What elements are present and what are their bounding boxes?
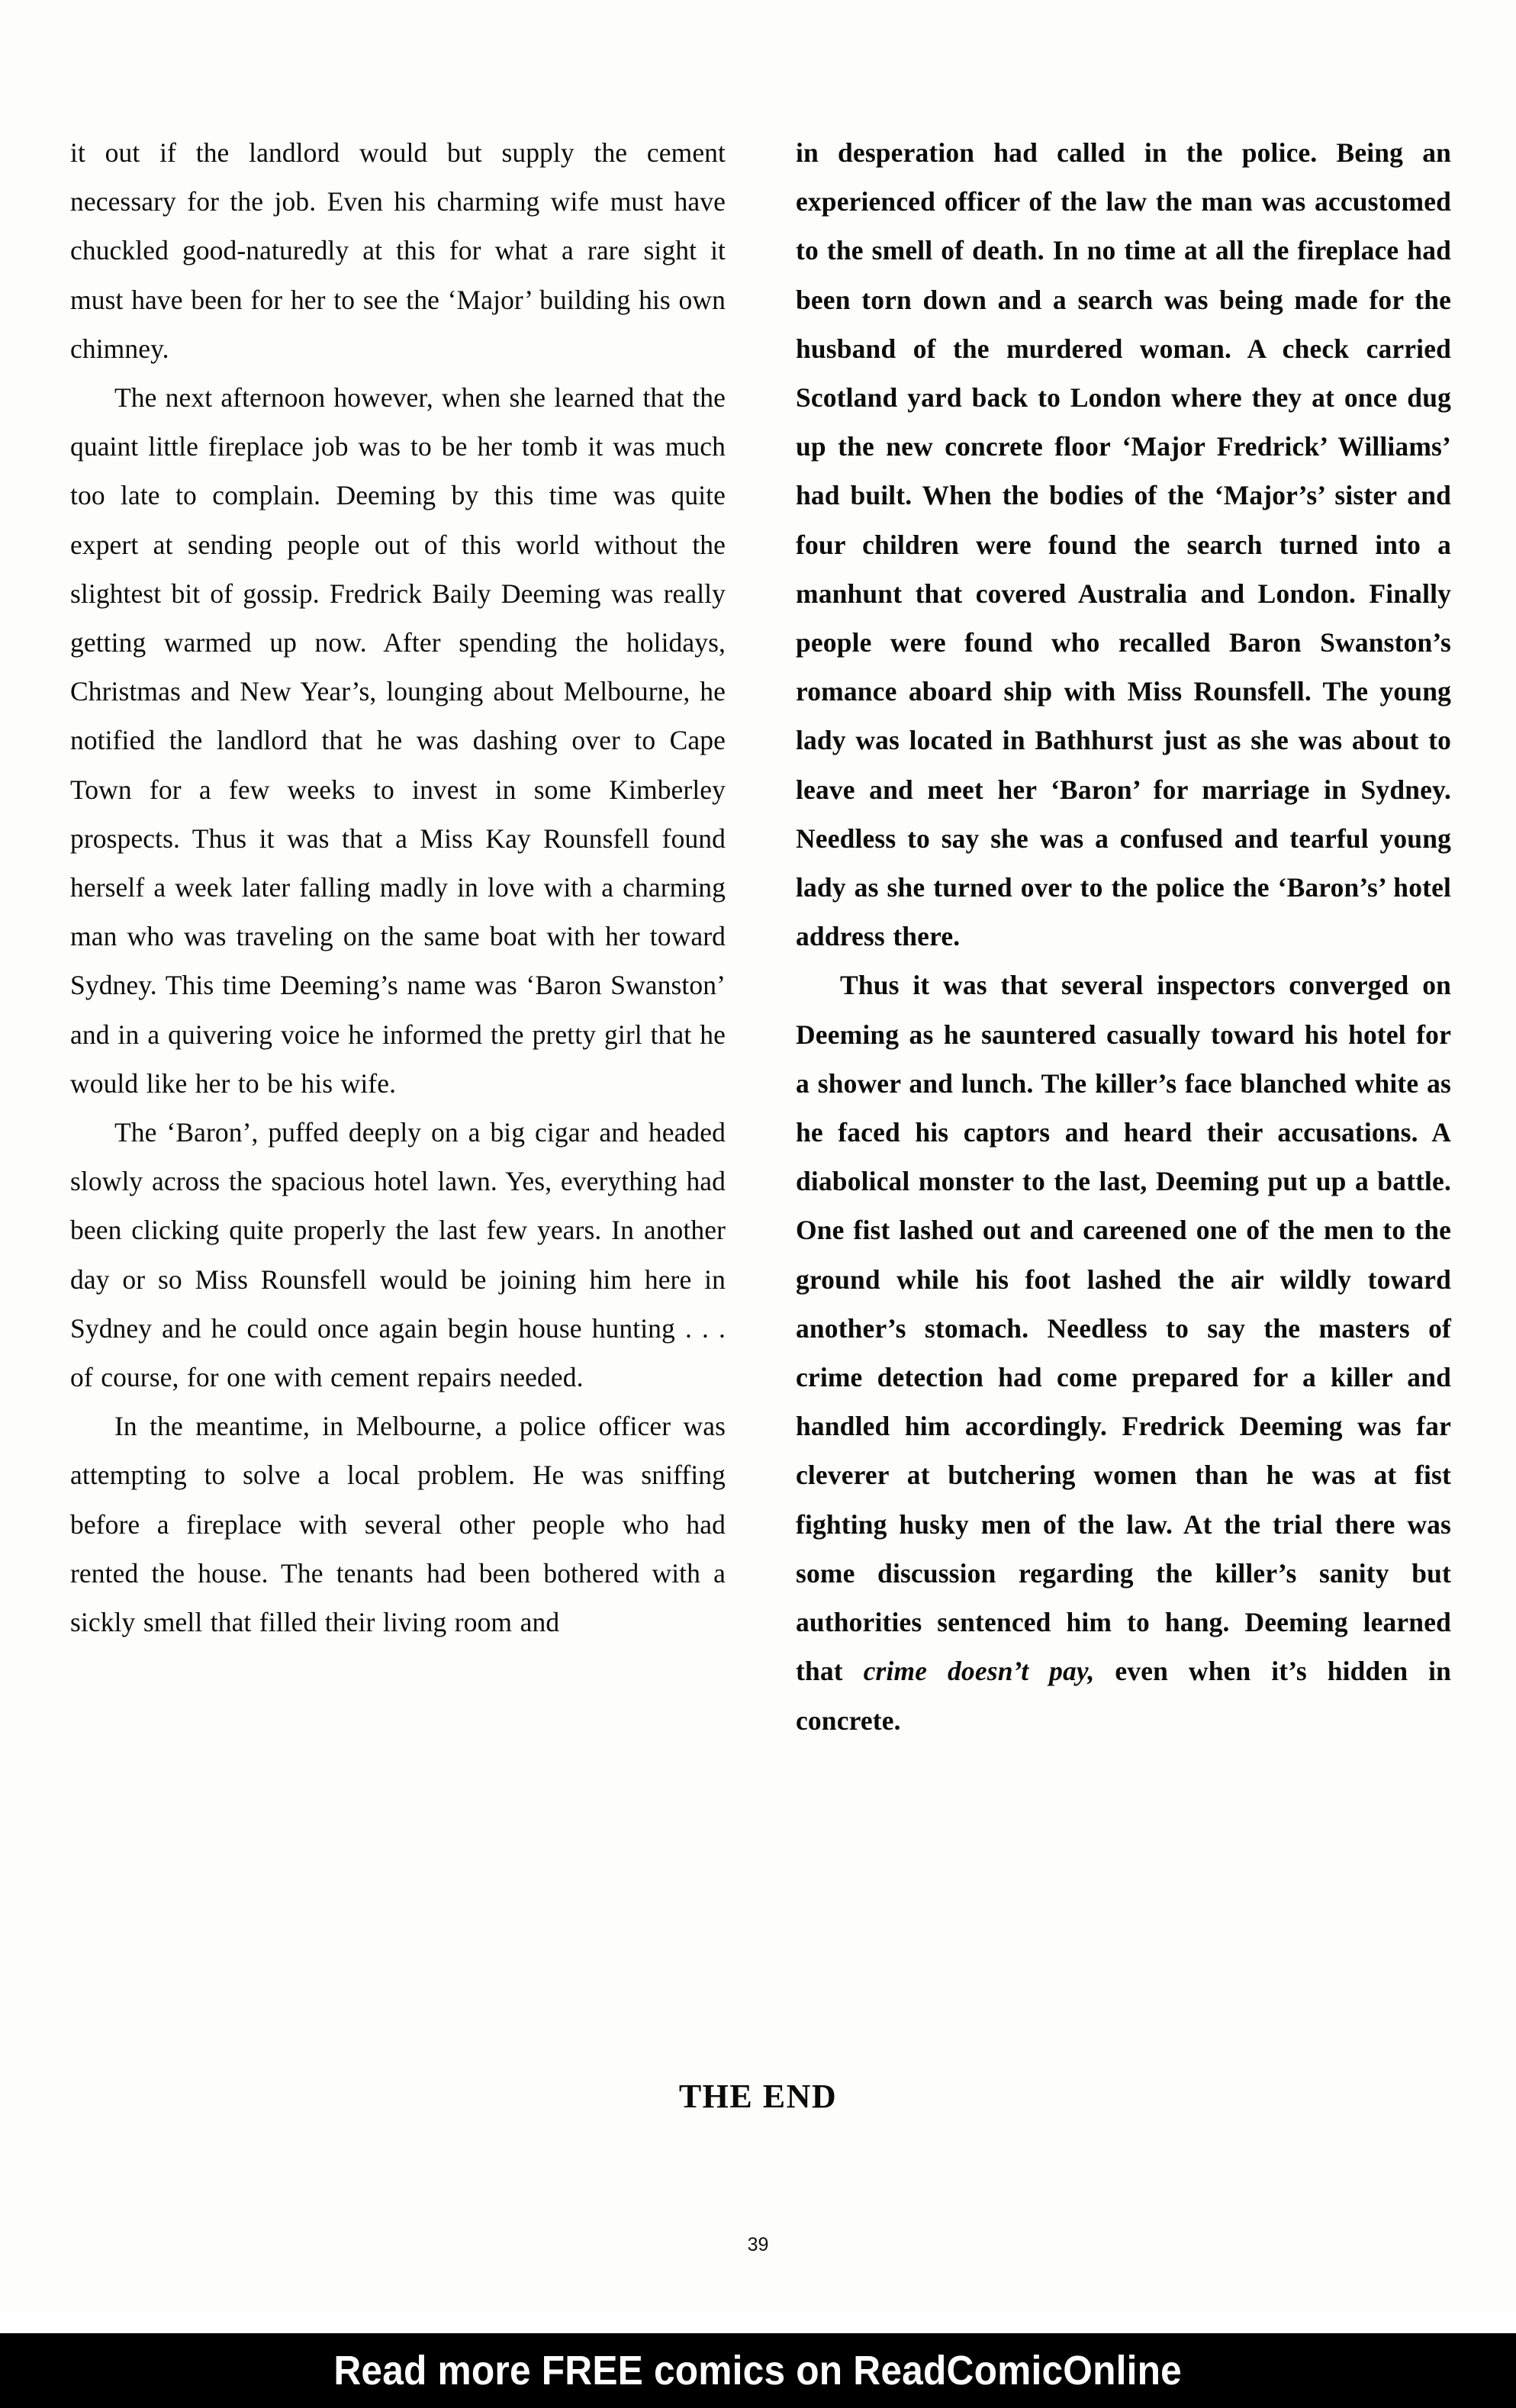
- paragraph: it out if the landlord would but supply the cement necessary for the job. Even his charming wife must have chuckled good-naturedly at this for what a rare sight it must have been for her to see the ‘Major’ building his own chimney.: [70, 137, 726, 364]
- page-number: 39: [747, 2234, 769, 2255]
- promo-banner[interactable]: [0, 2333, 1516, 2408]
- the-end-marker: THE END: [678, 2078, 838, 2115]
- paragraph: In the meantime, in Melbourne, a police officer was attempting to solve a local problem. He was sniffing before a fireplace with several other people who had rented the house. The tenants had been bothered with a sickly smell that filled their living room and: [70, 1411, 726, 1638]
- paragraph: The next afternoon however, when she learned that the quaint little fireplace job was to be her tomb it was much too late to complain. Deeming by this time was quite expert at sending people out of this world without the slightest bit of gossip. Fredrick Baily Deeming was really getting warmed up now. After spending the holidays, Christmas and New Year’s, lounging about Melbourne, he notified the landlord that he was dashing over to Cape Town for a few weeks to invest in some Kimberley prospects. Thus it was that a Miss Kay Rounsfell found herself a week later falling madly in love with a charming man who was traveling on the same boat with her toward Sydney. This time Deeming’s name was ‘Baron Swanston’ and in a quivering voice he informed the pretty girl that he would like her to be his wife.: [70, 382, 726, 1099]
- right-text-column: [796, 128, 1451, 1745]
- paragraph: in desperation had called in the police. Being an experienced officer of the law the man was accustomed to the smell of death. In no time at all the fireplace had been torn down and a search was being made for the husband of the murdered woman. A check carried Scotland yard back to London where they at once dug up the new concrete floor ‘Major Fredrick’ Williams’ had built. When the bodies of the ‘Major’s’ sister and four children were found the search turned into a manhunt that covered Australia and London. Finally people were found who recalled Baron Swanston’s romance aboard ship with Miss Rounsfell. The young lady was located in Bathhurst just as she was about to leave and meet her ‘Baron’ for marriage in Sydney. Needless to say she was a confused and tearful young lady as she turned over to the police the ‘Baron’s’ hotel address there.: [796, 137, 1451, 952]
- left-text-column: [70, 128, 726, 1745]
- promo-banner-text: Read more FREE comics on ReadComicOnline: [333, 2348, 1183, 2394]
- paragraph-text-before-italic: Thus it was that several inspectors converged on Deeming as he sauntered casually toward his hotel for a shower and lunch. The killer’s face blanched white as he faced his captors and heard their accusations. A diabolical monster to the last, Deeming put up a battle. One fist lashed out and careened one of the men to the ground while his foot lashed the air wildly toward another’s stomach. Needless to say the masters of crime detection had come prepared for a killer and handled him accordingly. Fredrick Deeming was far cleverer at butchering women than he was at fist fighting husky men of the law. At the trial there was some discussion regarding the killer’s sanity but authorities sentenced him to hang. Deeming learned that: [796, 970, 1451, 1687]
- paragraph-with-italic: [796, 961, 1451, 1744]
- paragraph-text-after-italic: even when it’s hidden in concrete.: [796, 1656, 1451, 1736]
- italic-phrase: crime doesn’t pay,: [863, 1656, 1095, 1687]
- paragraph: The ‘Baron’, puffed deeply on a big cigar and headed slowly across the spacious hotel lawn. Yes, everything had been clicking quite properly the last few years. In another day or so Miss Rounsfell would be joining him here in Sydney and he could once again begin house hunting . . . of course, for one with cement repairs needed.: [70, 1117, 726, 1393]
- two-column-body: [70, 128, 1451, 1745]
